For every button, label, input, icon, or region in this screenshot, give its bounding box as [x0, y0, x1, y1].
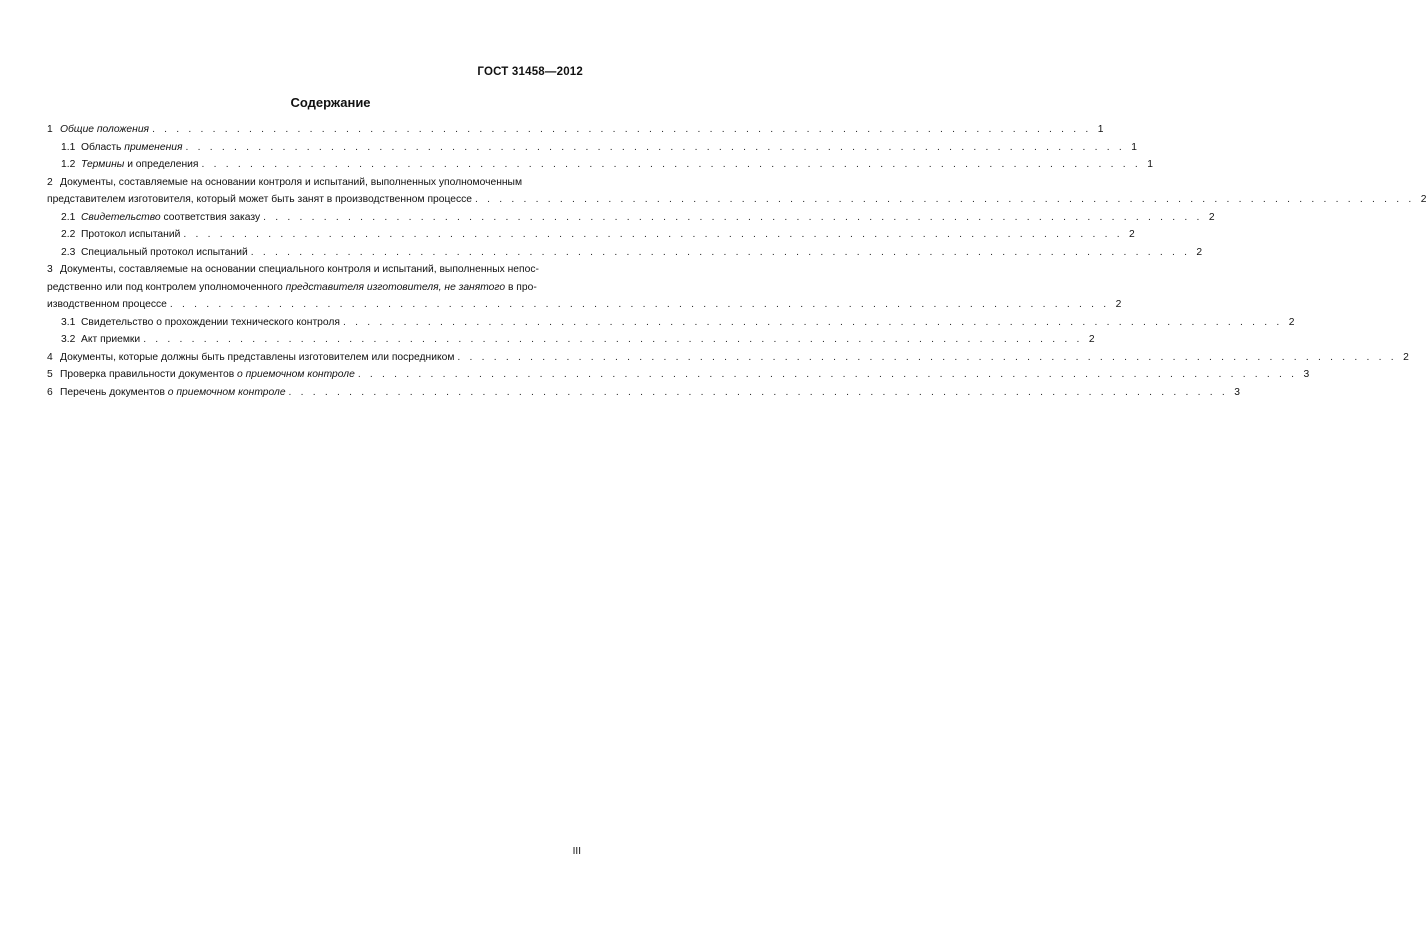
- dot-leader: . . . . . . . . . . . . . . . . . . . . . . . . . . . . . . . . . . . . . . . . . . . . . . . . . . . . . . . . . . . . . . . . . . . . . . . . . . . . . .: [152, 124, 1092, 135]
- dot-leader: . . . . . . . . . . . . . . . . . . . . . . . . . . . . . . . . . . . . . . . . . . . . . . . . . . . . . . . . . . . . . . . . . . . . . . . . . . . . . .: [250, 246, 1191, 258]
- toc-page: 2: [1088, 334, 1095, 345]
- toc-number: 1: [47, 124, 53, 135]
- toc-number: 4: [47, 351, 53, 363]
- toc-number: 5: [47, 369, 53, 380]
- page-title: Содержание: [290, 95, 371, 110]
- toc-entry-2[interactable]: [47, 174, 1426, 209]
- toc-entry-3-1[interactable]: [47, 314, 1295, 332]
- dot-leader: . . . . . . . . . . . . . . . . . . . . . . . . . . . . . . . . . . . . . . . . . . . . . . . . . . . . . . . . . . . . . . . . . . . . . . . . . . . . . .: [475, 194, 1415, 205]
- toc-title-line: представителем изготовителя, который может быть занят в производственном процессе: [47, 194, 473, 205]
- toc-number: 6: [47, 386, 53, 398]
- toc-entry-3-2[interactable]: [47, 331, 1095, 349]
- toc-title: Акт приемки: [81, 334, 141, 345]
- toc-title-line: изводственном процессе: [47, 299, 167, 310]
- page-number: III: [572, 846, 581, 857]
- toc-page: 2: [1208, 211, 1215, 223]
- dot-leader: . . . . . . . . . . . . . . . . . . . . . . . . . . . . . . . . . . . . . . . . . . . . . . . . . . . . . . . . . . . . . . . . . . . . . . . . . . . . . .: [185, 141, 1125, 153]
- toc-number: 1.1: [61, 141, 76, 153]
- toc-entry-2-3[interactable]: [47, 244, 1203, 262]
- toc-page: 3: [1303, 369, 1310, 380]
- dot-leader: . . . . . . . . . . . . . . . . . . . . . . . . . . . . . . . . . . . . . . . . . . . . . . . . . . . . . . . . . . . . . . . . . . . . . . . . . . . . . .: [288, 386, 1228, 398]
- toc-entry-6[interactable]: [47, 384, 1240, 402]
- toc-page: 1: [1147, 159, 1153, 170]
- toc-entry-1-1[interactable]: [47, 139, 1137, 157]
- toc-title: Общие положения: [60, 124, 150, 135]
- toc-title: Протокол испытаний: [81, 229, 181, 240]
- toc-page: 2: [1288, 316, 1295, 328]
- toc-entry-3[interactable]: [47, 261, 1122, 314]
- dot-leader: . . . . . . . . . . . . . . . . . . . . . . . . . . . . . . . . . . . . . . . . . . . . . . . . . . . . . . . . . . . . . . . . . . . . . . . . . . . . . .: [357, 369, 1298, 380]
- toc-title: Проверка правильности документов о приемочном контроле: [60, 369, 355, 380]
- toc-page: 2: [1403, 351, 1409, 363]
- toc-title-line: редственно или под контролем уполномоченного представителя изготовителя, не занятого в про-: [47, 281, 537, 293]
- toc-title: Перечень документов о приемочном контроле: [60, 386, 286, 398]
- toc-title: Свидетельство о прохождении технического контроля: [81, 316, 340, 328]
- toc-number: 2.1: [61, 211, 76, 223]
- dot-leader: . . . . . . . . . . . . . . . . . . . . . . . . . . . . . . . . . . . . . . . . . . . . . . . . . . . . . . . . . . . . . . . . . . . . . . . . . . . . . .: [169, 299, 1110, 310]
- table-of-contents: [47, 121, 1426, 401]
- toc-entry-2-1[interactable]: [47, 209, 1215, 227]
- toc-number: 1.2: [61, 159, 76, 170]
- toc-entry-4[interactable]: [47, 349, 1409, 367]
- toc-page: 2: [1129, 229, 1135, 240]
- toc-title: Термины и определения: [81, 159, 199, 170]
- toc-entry-5[interactable]: [47, 366, 1310, 384]
- toc-number: 3.2: [61, 334, 76, 345]
- toc-page: 2: [1115, 299, 1122, 310]
- toc-page: 2: [1420, 194, 1426, 205]
- toc-entry-1-2[interactable]: [47, 156, 1153, 174]
- toc-title: Специальный протокол испытаний: [81, 246, 248, 258]
- dot-leader: . . . . . . . . . . . . . . . . . . . . . . . . . . . . . . . . . . . . . . . . . . . . . . . . . . . . . . . . . . . . . . . . . . . . . . . . . . . . . .: [343, 316, 1283, 328]
- toc-page: 1: [1131, 141, 1137, 153]
- toc-number: 2.2: [61, 229, 76, 240]
- dot-leader: . . . . . . . . . . . . . . . . . . . . . . . . . . . . . . . . . . . . . . . . . . . . . . . . . . . . . . . . . . . . . . . . . . . . . . . . . . . . . .: [457, 351, 1397, 363]
- dot-leader: . . . . . . . . . . . . . . . . . . . . . . . . . . . . . . . . . . . . . . . . . . . . . . . . . . . . . . . . . . . . . . . . . . . . . . . . . . . . . .: [143, 334, 1083, 345]
- toc-title: Область применения: [81, 141, 183, 153]
- dot-leader: . . . . . . . . . . . . . . . . . . . . . . . . . . . . . . . . . . . . . . . . . . . . . . . . . . . . . . . . . . . . . . . . . . . . . . . . . . . . . .: [201, 159, 1141, 170]
- toc-title-line: 2 Документы, составляемые на основании контроля и испытаний, выполненных уполномоченным: [47, 176, 523, 188]
- toc-page: 2: [1196, 246, 1203, 258]
- toc-title-line: 3 Документы, составляемые на основании специального контроля и испытаний, выполненных непос-: [47, 264, 539, 275]
- dot-leader: . . . . . . . . . . . . . . . . . . . . . . . . . . . . . . . . . . . . . . . . . . . . . . . . . . . . . . . . . . . . . . . . . . . . . . . . . . . . . .: [263, 211, 1203, 223]
- toc-number: 2.3: [61, 246, 76, 258]
- toc-title: Свидетельство соответствия заказу: [81, 211, 261, 223]
- toc-number: 3.1: [61, 316, 76, 328]
- dot-leader: . . . . . . . . . . . . . . . . . . . . . . . . . . . . . . . . . . . . . . . . . . . . . . . . . . . . . . . . . . . . . . . . . . . . . . . . . . . . . .: [183, 229, 1123, 240]
- toc-entry-2-2[interactable]: [47, 226, 1135, 244]
- toc-page: 1: [1097, 124, 1104, 135]
- standard-number: ГОСТ 31458—2012: [477, 66, 583, 78]
- toc-title: Документы, которые должны быть представлены изготовителем или посредником: [60, 351, 455, 363]
- toc-entry-1[interactable]: [47, 121, 1104, 139]
- toc-page: 3: [1234, 386, 1240, 398]
